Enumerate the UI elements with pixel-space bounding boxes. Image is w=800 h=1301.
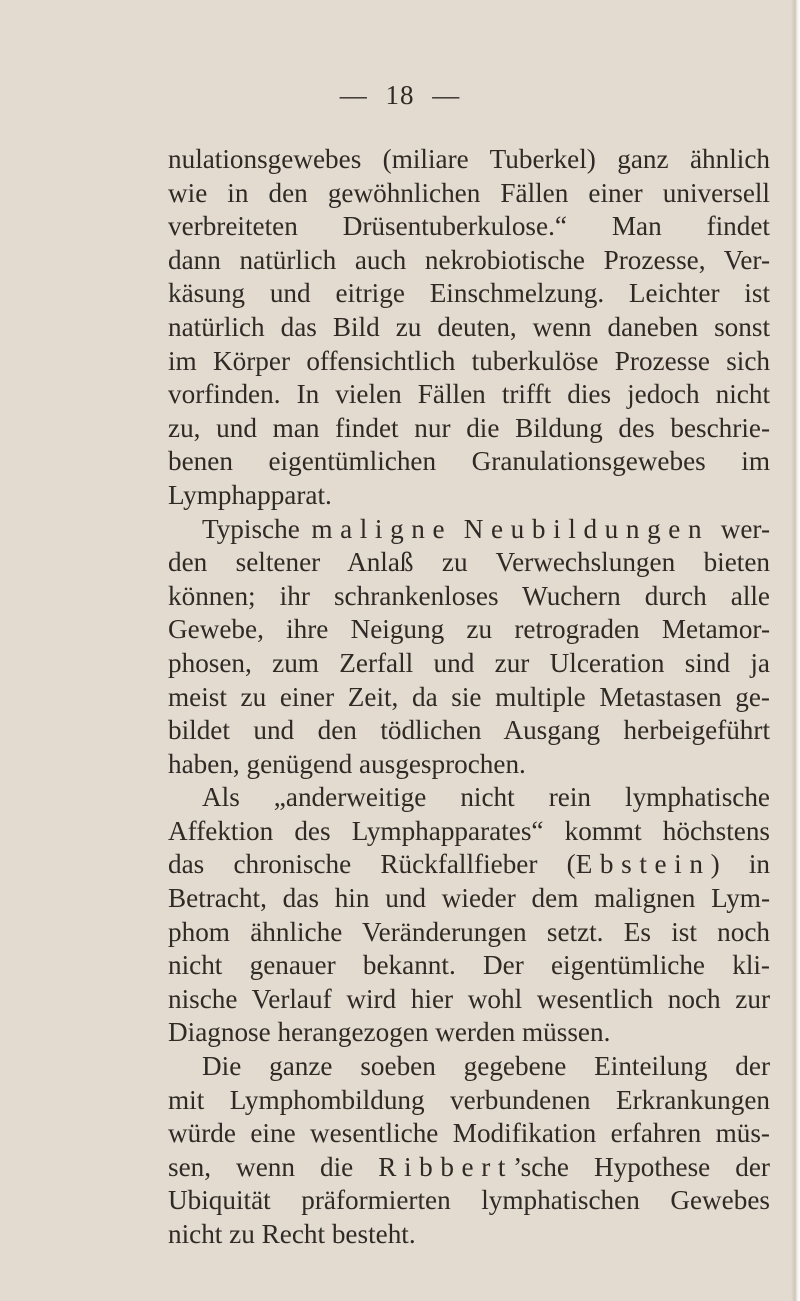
text-line: verbreiteten Drüsentuberkulose.“ Man findet: [168, 211, 770, 242]
text-line: mit Lymphombildung verbundenen Erkrankungen: [168, 1084, 770, 1115]
text-fragment: ) in: [710, 849, 770, 880]
paragraph-first-line: [168, 513, 770, 547]
text-line: nicht zu Recht besteht.: [168, 1219, 416, 1249]
text-line: zu, und man findet nur die Bildung des beschrie-: [168, 412, 770, 443]
text-fragment: Typische: [202, 513, 312, 544]
text-fragment: ’sche Hypothese der: [513, 1151, 770, 1182]
spaced-emphasis: maligne: [311, 513, 453, 544]
header-dash-right: —: [432, 80, 461, 110]
body-text: [168, 143, 770, 1252]
text-line: nulationsgewebes (miliare Tuberkel) ganz ähnlich: [168, 144, 770, 174]
text-line: Lymphapparat.: [168, 479, 332, 510]
paragraph-first-line: Als „anderweitige nicht rein lymphatische: [202, 782, 770, 813]
text-fragment: das chronische Rückfallfieber (: [168, 849, 576, 880]
text-line: vorfinden. In vielen Fällen trifft dies jedoch nicht: [168, 379, 770, 410]
text-line: Gewebe, ihre Neigung zu retrograden Metamor-: [168, 614, 770, 645]
page-number: 18: [385, 80, 415, 110]
text-fragment: sen, wenn die: [168, 1151, 379, 1182]
text-line: phosen, zum Zerfall und zur Ulceration sind ja: [168, 647, 770, 678]
header-dash-left: —: [339, 80, 368, 110]
text-fragment: wer-: [709, 513, 770, 544]
text-line: nicht genauer bekannt. Der eigentümliche kli-: [168, 950, 770, 981]
text-line: käsung und eitrige Einschmelzung. Leichter ist: [168, 278, 770, 309]
text-line: würde eine wesentliche Modifikation erfahren müs-: [168, 1118, 770, 1149]
text-line: im Körper offensichtlich tuberkulöse Prozesse sich: [168, 345, 770, 376]
text-fragment: [452, 514, 464, 544]
text-line: Affektion des Lymphapparates“ kommt höchstens: [168, 815, 770, 846]
text-line: können; ihr schrankenloses Wuchern durch alle: [168, 580, 770, 611]
text-line: Diagnose herangezogen werden müssen.: [168, 1017, 611, 1048]
text-line: Ubiquität präformierten lymphatischen Gewebes: [168, 1185, 770, 1216]
text-line: natürlich das Bild zu deuten, wenn daneben sonst: [168, 311, 770, 342]
page-header: [0, 80, 800, 111]
text-line: bildet und den tödlichen Ausgang herbeigeführt: [168, 715, 770, 746]
text-line: meist zu einer Zeit, da sie multiple Metastasen ge-: [168, 681, 770, 712]
text-line: dann natürlich auch nekrobiotische Prozesse, Ver-: [168, 244, 770, 275]
text-line: [168, 848, 770, 882]
text-line: den seltener Anlaß zu Verwechslungen bieten: [168, 547, 770, 578]
text-line: benen eigentümlichen Granulationsgewebes im: [168, 446, 770, 477]
text-line: [168, 1151, 770, 1185]
paragraph-first-line: Die ganze soeben gegebene Einteilung der: [202, 1051, 770, 1082]
spaced-emphasis: Neubildungen: [463, 513, 710, 544]
text-line: Betracht, das hin und wieder dem malignen Lym-: [168, 883, 770, 914]
text-line: wie in den gewöhnlichen Fällen einer universell: [168, 177, 770, 208]
spaced-emphasis: Ribbert: [378, 1151, 514, 1182]
text-line: haben, genügend ausgesprochen.: [168, 748, 526, 779]
text-line: phom ähnliche Veränderungen setzt. Es ist noch: [168, 916, 770, 947]
page-edge: [791, 0, 800, 1301]
spaced-emphasis: Ebstein: [575, 849, 711, 880]
text-line: nische Verlauf wird hier wohl wesentlich noch zur: [168, 983, 770, 1014]
